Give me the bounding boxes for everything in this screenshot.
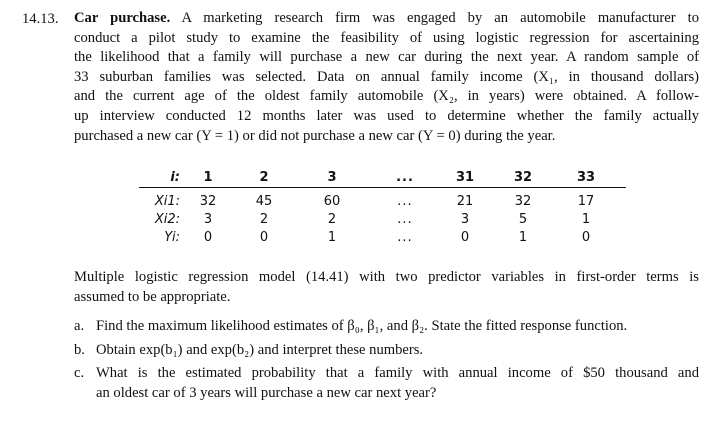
table-cell: 1 xyxy=(581,212,591,227)
table-header-cell: 3 xyxy=(327,170,337,185)
part-a-label: a. xyxy=(74,318,85,334)
model-statement-line-1: Multiple logistic regression model (14.41) with two predictor variables in first-order terms is xyxy=(74,269,699,285)
table-row-label: Xi2: xyxy=(154,212,180,227)
table-header-rule xyxy=(139,187,626,188)
table-cell: 3 xyxy=(203,212,213,227)
intro-line-3: the likelihood that a family will purchase a new car during the next year. A random sample of xyxy=(74,49,699,66)
table-cell: 3 xyxy=(460,212,470,227)
table-header-cell: ... xyxy=(396,170,414,185)
table-cell: 60 xyxy=(323,194,341,209)
table-cell: 17 xyxy=(577,194,595,209)
problem-number: 14.13. xyxy=(22,11,59,27)
table-cell: ... xyxy=(397,194,413,209)
table-cell: 5 xyxy=(518,212,528,227)
model-statement-line-2: assumed to be appropriate. xyxy=(74,288,231,305)
table-cell: 0 xyxy=(259,230,269,245)
table-row-label: i: xyxy=(170,170,180,185)
table-cell: 0 xyxy=(203,230,213,245)
problem-parts xyxy=(74,317,699,407)
table-header-cell: 32 xyxy=(513,170,533,185)
part-b xyxy=(74,341,699,361)
part-a-text: Find the maximum likelihood estimates of β₀, β₁, and β₂. State the fitted response function. xyxy=(96,318,628,334)
part-c-text-line-2: an oldest car of 3 years will purchase a new car next year? xyxy=(96,384,437,401)
intro-line-5: and the current age of the oldest family automobile (X₂, in years) were obtained. A follow- xyxy=(74,88,699,105)
part-c xyxy=(74,364,699,403)
table-header-cell: 2 xyxy=(259,170,269,185)
part-a xyxy=(74,317,699,337)
intro-line-2: conduct a pilot study to examine the feasibility of using logistic regression for ascertaining xyxy=(74,29,699,46)
table-cell: 2 xyxy=(259,212,269,227)
problem-title: Car purchase. xyxy=(74,10,171,26)
intro-line-4: 33 suburban families was selected. Data on annual family income (X₁, in thousand dollars) xyxy=(74,68,699,85)
intro-line-6: up interview conducted 12 months later was used to determine whether the family actually xyxy=(74,107,699,124)
table-row-label: Yi: xyxy=(164,230,180,245)
part-b-text: Obtain exp(b₁) and exp(b₂) and interpret these numbers. xyxy=(96,341,424,358)
table-cell: ... xyxy=(397,230,413,245)
table-cell: 32 xyxy=(514,194,532,209)
table-header-cell: 31 xyxy=(455,170,475,185)
table-cell: 45 xyxy=(255,194,273,209)
table-cell: 1 xyxy=(518,230,528,245)
table-cell: 21 xyxy=(456,194,474,209)
part-b-label: b. xyxy=(74,341,85,358)
table-cell: 32 xyxy=(199,194,217,209)
intro-line-7: purchased a new car (Y = 1) or did not purchase a new car (Y = 0) during the year. xyxy=(74,127,556,144)
part-c-text-line-1: What is the estimated probability that a family with annual income of $50 thousand and xyxy=(96,365,699,382)
table-cell: 0 xyxy=(581,230,591,245)
table-header-cell: 1 xyxy=(203,170,213,185)
intro-line-1: Car purchase. A marketing research firm was engaged by an automobile manufacturer to xyxy=(74,10,699,26)
table-row-label: Xi1: xyxy=(154,194,180,209)
table-cell: 0 xyxy=(460,230,470,245)
table-cell: 1 xyxy=(327,230,337,245)
problem-intro xyxy=(74,9,699,146)
table-cell: 2 xyxy=(327,212,337,227)
model-statement xyxy=(74,268,699,307)
table-cell: ... xyxy=(397,212,413,227)
part-c-label: c. xyxy=(74,365,85,382)
table-header-cell: 33 xyxy=(576,170,596,185)
